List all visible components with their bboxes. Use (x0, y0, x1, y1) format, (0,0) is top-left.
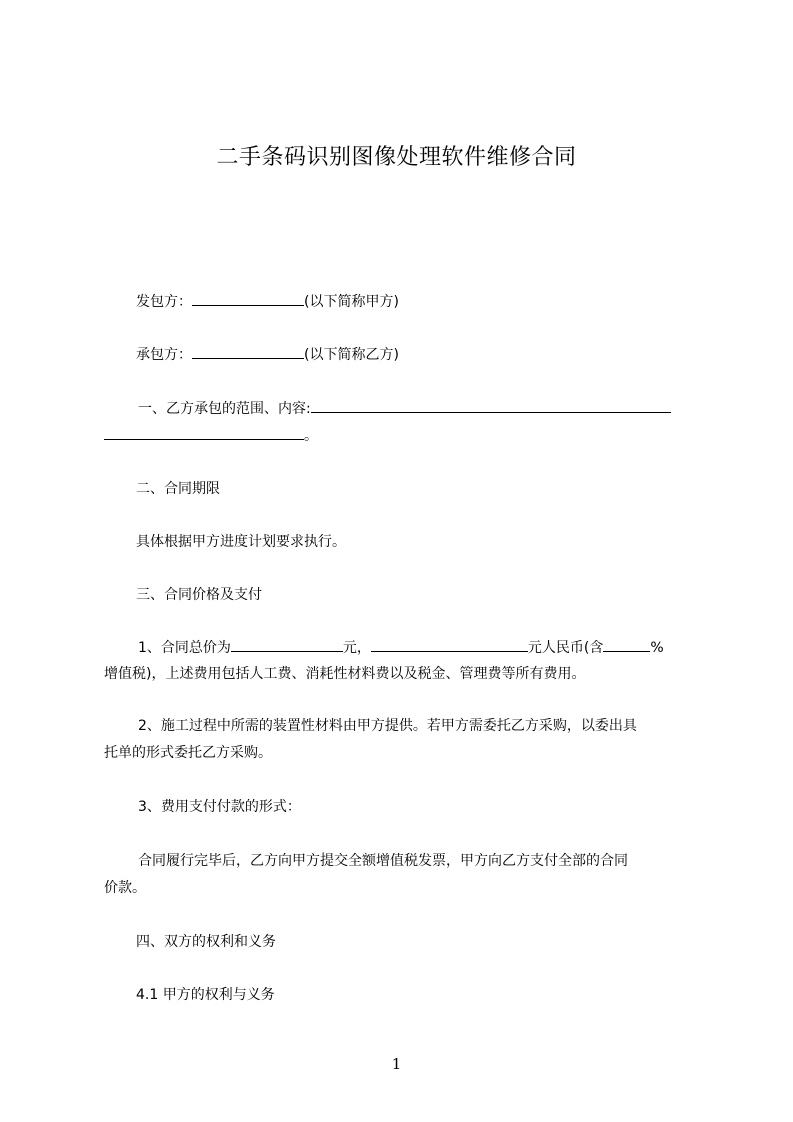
page-number: 1 (391, 1055, 402, 1073)
item1-percent: % (650, 640, 664, 656)
party-b-suffix: (以下简称乙方) (304, 347, 399, 363)
section3-item2-line1: 2、施工过程中所需的装置性材料由甲方提供。若甲方需委托乙方采购，以委出具 (138, 718, 637, 734)
section2-body: 具体根据甲方进度计划要求执行。 (136, 534, 346, 550)
section1-blank-2 (104, 425, 304, 440)
section2-heading: 二、合同期限 (136, 481, 220, 497)
section3-item1-line2: 增值税)，上述费用包括人工费、消耗性材料费以及税金、管理费等所有费用。 (104, 666, 586, 682)
section3-item2-line2: 托单的形式委托乙方采购。 (104, 745, 272, 761)
page-title: 二手条码识别图像处理软件维修合同 (216, 145, 577, 170)
party-a-label: 发包方： (136, 294, 192, 310)
section1-line-2 (104, 425, 318, 446)
rmb-amount-blank (371, 637, 528, 652)
party-b-line (136, 344, 399, 365)
total-price-blank (231, 637, 343, 652)
section3-item3: 3、费用支付付款的形式： (138, 799, 301, 815)
item1-prefix: 1、合同总价为 (138, 640, 231, 656)
section1-end: 。 (304, 428, 318, 444)
party-a-blank (192, 291, 304, 306)
section3-heading: 三、合同价格及支付 (136, 587, 262, 603)
section4-heading: 四、双方的权利和义务 (136, 934, 276, 950)
party-b-blank (192, 344, 304, 359)
section4-sub1: 4.1 甲方的权利与义务 (136, 987, 275, 1003)
party-b-label: 承包方： (136, 347, 192, 363)
section1-text: 一、乙方承包的范围、内容: (138, 401, 311, 417)
item1-rmb: 元人民币(含 (527, 640, 604, 656)
item1-yuan: 元， (342, 640, 371, 656)
section3-item1-line1 (138, 637, 664, 658)
section1-line (138, 398, 671, 419)
payment-line1: 合同履行完毕后，乙方向甲方提交全额增值税发票，甲方向乙方支付全部的合同 (138, 853, 628, 869)
tax-rate-blank (603, 637, 650, 652)
party-a-suffix: (以下简称甲方) (304, 294, 399, 310)
party-a-line (136, 291, 399, 312)
section1-blank-1 (311, 398, 671, 413)
payment-line2: 价款。 (104, 880, 146, 896)
